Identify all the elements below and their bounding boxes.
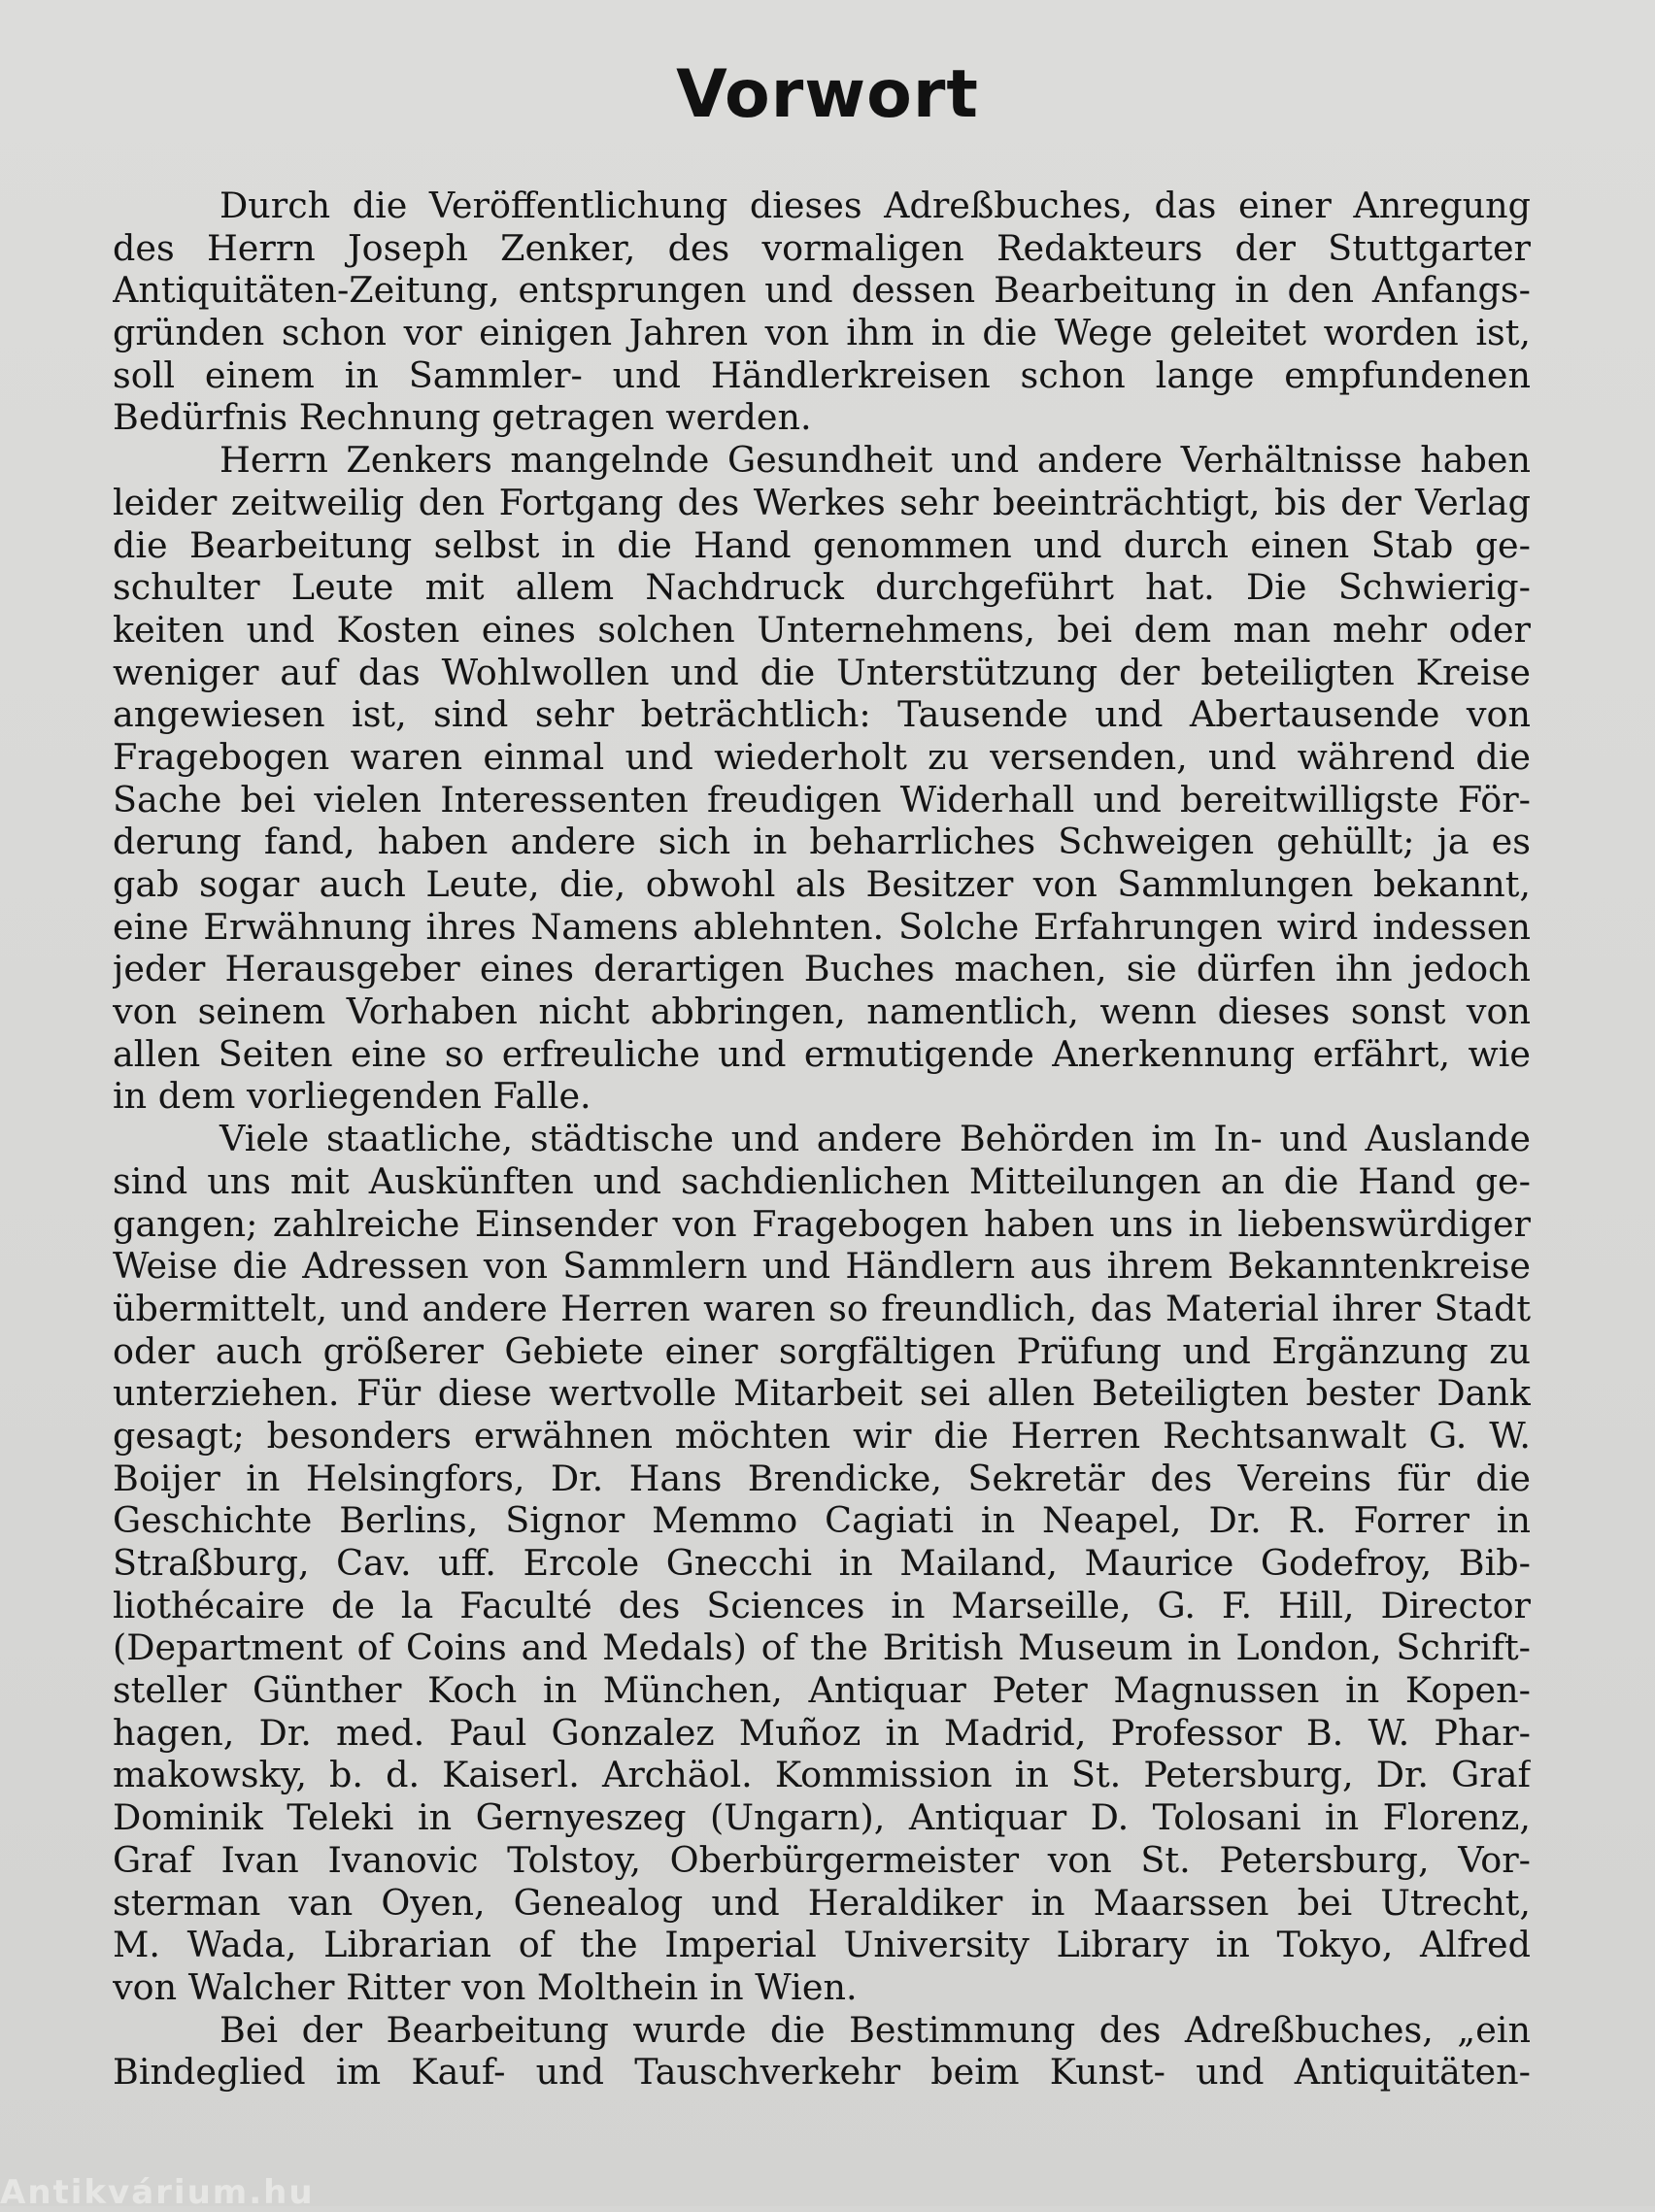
text-line: schulter Leute mit allem Nachdruck durchgeführt hat. Die Schwierig-	[113, 566, 1531, 609]
paragraph-3	[113, 1118, 1531, 2008]
text-line: eine Erwähnung ihres Namens ablehnten. Solche Erfahrungen wird indessen	[113, 905, 1531, 948]
paragraph-1	[113, 184, 1531, 439]
text-line: von Walcher Ritter von Molthein in Wien.	[113, 1965, 858, 2008]
text-line: gründen schon vor einigen Jahren von ihm in die Wege geleitet worden ist,	[113, 312, 1531, 354]
text-line: die Bearbeitung selbst in die Hand genommen und durch einen Stab ge-	[113, 523, 1531, 566]
text-line: Fragebogen waren einmal und wiederholt zu versenden, und während die	[113, 735, 1531, 778]
text-line: oder auch größerer Gebiete einer sorgfältigen Prüfung und Ergänzung zu	[113, 1329, 1531, 1372]
text-line: in dem vorliegenden Falle.	[113, 1075, 591, 1118]
text-line: von seinem Vorhaben nicht abbringen, namentlich, wenn dieses sonst von	[113, 990, 1531, 1033]
text-line: Weise die Adressen von Sammlern und Händlern aus ihrem Bekanntenkreise	[113, 1245, 1531, 1288]
text-line: keiten und Kosten eines solchen Unternehmens, bei dem man mehr oder	[113, 608, 1531, 651]
text-line: des Herrn Joseph Zenker, des vormaligen Redakteurs der Stuttgarter	[113, 226, 1531, 269]
page-title: Vorwort	[676, 56, 979, 133]
text-line: hagen, Dr. med. Paul Gonzalez Muñoz in Madrid, Professor B. W. Phar-	[113, 1711, 1531, 1754]
text-line: Graf Ivan Ivanovic Tolstoy, Oberbürgermeister von St. Petersburg, Vor-	[113, 1838, 1531, 1881]
text-line: steller Günther Koch in München, Antiquar Peter Magnussen in Kopen-	[113, 1669, 1531, 1712]
text-line: übermittelt, und andere Herren waren so freundlich, das Material ihrer Stadt	[113, 1287, 1531, 1329]
paragraph-2	[113, 439, 1531, 1118]
text-line: M. Wada, Librarian of the Imperial University Library in Tokyo, Alfred	[113, 1924, 1531, 1966]
text-line: sind uns mit Auskünften und sachdienlichen Mitteilungen an die Hand ge-	[113, 1159, 1531, 1202]
text-line: Bedürfnis Rechnung getragen werden.	[113, 396, 812, 439]
text-line: liothécaire de la Faculté des Sciences in Marseille, G. F. Hill, Director	[113, 1584, 1531, 1626]
text-line: jeder Herausgeber eines derartigen Buches machen, sie dürfen ihn jedoch	[113, 948, 1531, 990]
text-line: makowsky, b. d. Kaiserl. Archäol. Kommission in St. Petersburg, Dr. Graf	[113, 1754, 1531, 1796]
paragraph-4	[113, 2009, 1531, 2094]
text-line: gesagt; besonders erwähnen möchten wir die Herren Rechtsanwalt G. W.	[113, 1414, 1531, 1457]
text-line: angewiesen ist, sind sehr beträchtlich: Tausende und Abertausende von	[113, 693, 1531, 736]
text-line: soll einem in Sammler- und Händlerkreisen schon lange empfundenen	[113, 353, 1531, 396]
text-line: Sache bei vielen Interessenten freudigen Widerhall und bereitwilligste För-	[113, 778, 1531, 821]
text-line: Boijer in Helsingfors, Dr. Hans Brendicke, Sekretär des Vereins für die	[113, 1457, 1531, 1499]
text-line: Durch die Veröffentlichung dieses Adreßbuches, das einer Anregung	[220, 184, 1531, 226]
text-line: unterziehen. Für diese wertvolle Mitarbeit sei allen Beteiligten bester Dank	[113, 1372, 1531, 1415]
text-line: (Department of Coins and Medals) of the British Museum in London, Schrift-	[113, 1626, 1531, 1669]
text-line: Straßburg, Cav. uff. Ercole Gnecchi in Mailand, Maurice Godefroy, Bib-	[113, 1542, 1531, 1584]
text-line: leider zeitweilig den Fortgang des Werkes sehr beeinträchtigt, bis der Verlag	[113, 481, 1531, 523]
text-line: Viele staatliche, städtische und andere Behörden im In- und Auslande	[220, 1118, 1531, 1160]
text-line: Geschichte Berlins, Signor Memmo Cagiati in Neapel, Dr. R. Forrer in	[113, 1499, 1531, 1542]
body-text	[113, 184, 1531, 2094]
text-line: gab sogar auch Leute, die, obwohl als Besitzer von Sammlungen bekannt,	[113, 863, 1531, 905]
text-line: sterman van Oyen, Genealog und Heraldiker in Maarssen bei Utrecht,	[113, 1881, 1531, 1924]
text-line: weniger auf das Wohlwollen und die Unterstützung der beteiligten Kreise	[113, 651, 1531, 693]
text-line: Dominik Teleki in Gernyeszeg (Ungarn), Antiquar D. Tolosani in Florenz,	[113, 1796, 1531, 1839]
text-line: allen Seiten eine so erfreuliche und ermutigende Anerkennung erfährt, wie	[113, 1032, 1531, 1075]
text-line: Herrn Zenkers mangelnde Gesundheit und andere Verhältnisse haben	[220, 439, 1531, 482]
text-line: derung fand, haben andere sich in beharrliches Schweigen gehüllt; ja es	[113, 821, 1531, 863]
text-line: Antiquitäten-Zeitung, entsprungen und dessen Bearbeitung in den Anfangs-	[113, 269, 1531, 312]
text-line: Bei der Bearbeitung wurde die Bestimmung des Adreßbuches, „ein	[220, 2008, 1531, 2051]
text-line: Bindeglied im Kauf- und Tauschverkehr beim Kunst- und Antiquitäten-	[113, 2051, 1531, 2094]
text-line: gangen; zahlreiche Einsender von Fragebogen haben uns in liebenswürdiger	[113, 1202, 1531, 1245]
watermark: Antikvárium.hu	[0, 2173, 315, 2212]
